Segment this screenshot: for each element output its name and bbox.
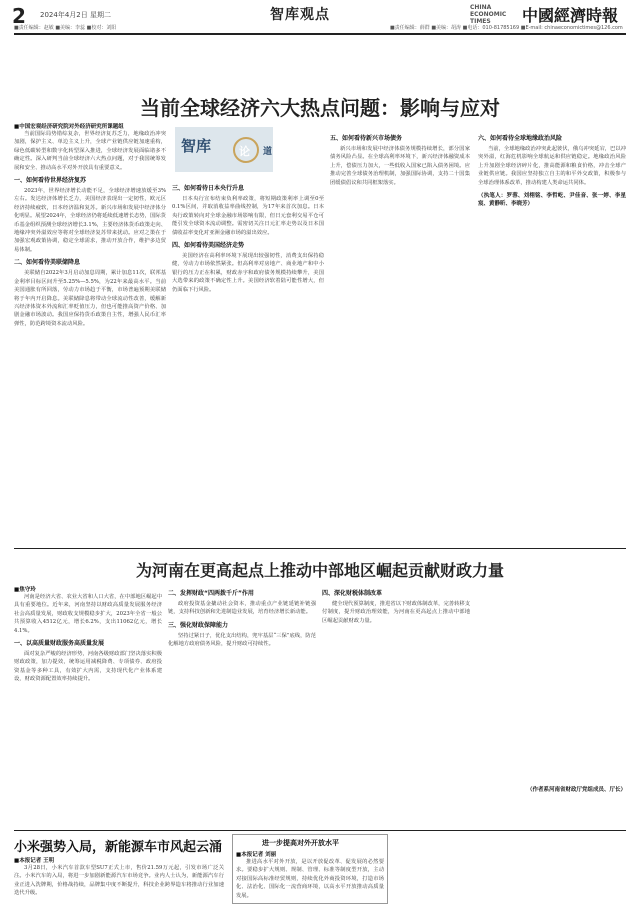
- article2-source: （作者系河南省财政厅党组成员、厅长）: [526, 787, 626, 793]
- article2-col1: [14, 585, 162, 825]
- headline-xiaomi: 小米强势入局，新能源车市风起云涌: [14, 840, 223, 855]
- article2-h-a: 一、以高质量财政服务高质量发展: [14, 640, 105, 648]
- bottom-rule: [14, 830, 626, 831]
- article1-s4-text: 美国经济在高利率环境下展现出较强韧性，消费支出保持稳健，劳动力市场依然紧张。但高利率对房地产、商业地产和中小银行的压力正在积累，财政赤字和政府债务规模持续攀升，美国大选带来的政策不确定性上升。美国经济软着陆可能性增大，但仍面临下行风险。: [172, 253, 324, 293]
- article2-text-d: 坚持过紧日子，优化支出结构，兜牢基层“三保”底线，防范化解地方政府债务风险，提升财政可持续性。: [168, 632, 316, 648]
- article2-col2: [168, 585, 316, 825]
- article2-text-b: 面对复杂严峻的经济形势，河南各级财政部门坚决落实积极财政政策，加力提效，统筹运用减税降费、专项债券、政府投资基金等多种工具，有效扩大内需，支持现代化产业体系建设，财政资源配置效率持续提升。: [14, 651, 162, 683]
- article3-byline: ■本报记者 王明: [14, 858, 55, 864]
- headline-henan-finance: 为河南在更高起点上推动中部地区崛起贡献财政力量: [135, 561, 504, 580]
- article1-col3: [330, 130, 470, 537]
- article2-col4: [478, 585, 626, 825]
- article1-s3-text: 日本央行宣布结束负利率政策，将短期政策利率上调至0至0.1%区间，并取消收益率曲线控制，为17年来首次加息。日本央行政策转向对全球金融市场影响有限，但日元套利交易平仓可能引发全球资本流动调整。需密切关注日元汇率走势以及日本国债收益率变化对亚洲金融市场的溢出效应。: [172, 196, 324, 236]
- article2-byline: ■焦守玲: [14, 587, 36, 593]
- article1-col1: [14, 122, 166, 537]
- article1-s2-text: 美联储自2022年3月启动加息周期，累计加息11次，联邦基金利率目标区间升至5.25%—5.5%，为22年来最高水平。当前美国通胀有所回落，劳动力市场趋于平衡，市场普遍预期美联储将于年内开启降息。美联储降息将带动全球流动性改善，缓解新兴经济体资本外流和汇率贬值压力，但也可能推高资产价格、加剧金融市场波动。我国应保持货币政策自主性，增强人民币汇率弹性，防范跨境资本流动风险。: [14, 270, 166, 327]
- newspaper-logo: 中國經濟時報: [522, 6, 619, 25]
- mid-rule: [14, 548, 626, 549]
- editor-line: ■责任编辑：赵敏 ■美编：李蕊 ■校对：刘阳: [14, 25, 117, 31]
- article2-text-a: 河南是经济大省、农业大省和人口大省，在中部地区崛起中具有重要地位。近年来，河南坚持以财政高质量发展服务经济社会高质量发展，财政收支规模稳步扩大，2023年全省一般公共预算收入4512亿元，增长6.2%，支出11062亿元，增长4.1%。: [14, 594, 162, 634]
- article4-body: [236, 850, 384, 902]
- article2-text-c: 政府投资基金撬动社会资本，推动重点产业链延链补链强链，支持科技创新和先进制造业发展，培育经济增长新动能。: [168, 601, 316, 616]
- article2-h-d: 四、深化财税体制改革: [322, 590, 383, 597]
- article1-s6-text: 当前，全球地缘政治冲突此起彼伏，俄乌冲突延宕，巴以冲突外溢，红海危机影响全球航运和供应链稳定。地缘政治风险上升加剧全球经济碎片化，推高能源和粮食价格，冲击全球产业链供应链。我国应坚持独立自主的和平外交政策，积极参与全球治理体系改革，推动构建人类命运共同体。: [478, 146, 626, 186]
- article4-byline: ■本报记者 刘丽: [236, 852, 277, 858]
- issue-date: 2024年4月2日 星期二: [40, 11, 111, 19]
- contact-line: ■责任编辑：薛群 ■美编：胡涛 ■电话：010-81785169 ■E-mail: chinaeconomictimes@126.com: [390, 25, 623, 31]
- article1-s5-title: 五、如何看待新兴市场债务: [330, 135, 403, 142]
- article4-text: 推进高水平对外开放，是以开放促改革、促发展的必然要求。要稳步扩大规则、规制、管理、标准等制度型开放，主动对接国际高标准经贸规则，持续优化外商投资环境，打造市场化、法治化、国际化一流营商环境，以高水平开放推动高质量发展。: [236, 859, 384, 899]
- article1-s1-text: 2023年，世界经济增长动能不足，全球经济增速放缓至3%左右。发达经济体增长乏力，美国经济表现出一定韧性，欧元区经济持续疲软，日本经济温和复苏。新兴市场和发展中经济体分化明显。展望2024年，全球经济仍将延续低速增长态势，国际货币基金组织预测全球经济增长3.1%，主要经济体货币政策走向、地缘冲突外溢效应等将对全球经济复苏带来扰动。应对之策在于加强宏观政策协调，稳定全球需求，推动开放合作，维护多边贸易体制。: [14, 188, 166, 253]
- article2-text-e: 健全现代预算制度，推进省以下财政体制改革，完善转移支付制度，提升财政治理效能，为河南在更高起点上推动中部地区崛起贡献财政力量。: [322, 601, 470, 624]
- article1-s3-title: 三、如何看待日本央行升息: [172, 185, 245, 192]
- article1-col2: [172, 180, 324, 537]
- headline-global-economy: 当前全球经济六大热点问题：影响与应对: [140, 96, 500, 120]
- article1-s2-title: 二、如何看待美联储降息: [14, 259, 81, 267]
- article1-s4-title: 四、如何看待美国经济走势: [172, 242, 245, 250]
- article2-h-b: 二、发挥财政“四两拨千斤”作用: [168, 590, 254, 597]
- headline-opening-up: 进一步提高对外开放水平: [262, 839, 339, 847]
- banner-left: 智库: [181, 137, 212, 155]
- article1-s1-title: 一、如何看待世界经济复苏: [14, 177, 87, 185]
- page-header: [0, 0, 640, 56]
- article1-authors: （执笔人：罗蓉、刘栩铭、李哲屹、尹佳音、张一婷、李星宸、黄静昕、李晓芳）: [478, 193, 626, 208]
- article1-s5-text: 新兴市场和发展中经济体债务规模持续增长，部分国家债务风险凸显。在全球高利率环境下，新兴经济体融资成本上升，偿债压力加大，一些低收入国家已陷入债务困境。应推动完善全球债务治理机制，加强国际协调，支持二十国集团缓债倡议和共同框架落实。: [330, 146, 470, 186]
- zhiku-banner: [175, 127, 273, 172]
- header-rule: [14, 33, 626, 35]
- section-title: 智库观点: [270, 7, 330, 23]
- article1-intro: 当前国际局势错综复杂，世界经济复苏乏力，地缘政治冲突加剧，保护主义、单边主义上升，全球产业链供应链加速重构，绿色低碳转型和数字化转型深入推进，全球经济发展面临诸多不确定性。深入研判当前全球经济六大热点问题，对于我国统筹发展和安全、推动高水平对外开放具有重要意义。: [14, 131, 166, 171]
- page-number: 2: [12, 4, 26, 28]
- article3-body: [14, 856, 224, 902]
- article1-col4: [478, 130, 626, 537]
- banner-right: 道: [263, 147, 273, 157]
- article3-text: 3月28日，小米汽车首款车型SU7正式上市，售价21.59万元起，引发市场广泛关注。小米汽车的入局，将进一步加剧新能源汽车市场竞争。业内人士认为，新能源汽车行业正进入洗牌期，价格战持续，品牌集中度不断提升，科技企业跨界造车将推动行业加速迭代升级。: [14, 865, 224, 897]
- article1-byline: ■中国宏观经济研究院对外经济研究所课题组: [14, 124, 124, 130]
- banner-circle: 论: [239, 145, 250, 158]
- article2-h-c: 三、强化财政保障能力: [168, 621, 229, 629]
- article2-col3: [322, 585, 470, 825]
- article1-s6-title: 六、如何看待全球地缘政治风险: [478, 135, 563, 142]
- logo-english: CHINA ECONOMIC TIMES: [470, 4, 507, 25]
